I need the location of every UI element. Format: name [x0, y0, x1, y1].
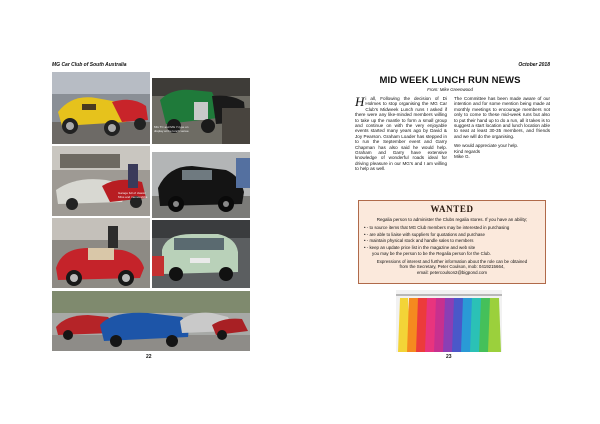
wanted-notice [358, 200, 546, 284]
issue-date: October 2018 [518, 62, 550, 68]
photo-green-mini [152, 220, 250, 288]
wanted-item: • - maintain physical stock and handle sales to members [364, 238, 540, 245]
photo-caption: MG TC and MG Y-type on display at the lunch venue [154, 125, 189, 133]
column-right-appeal: We would appreciate your help. [454, 143, 519, 149]
signoff-name: Mike G. [454, 154, 470, 160]
article-title: MID WEEK LUNCH RUN NEWS [379, 75, 521, 86]
wanted-item: • - are able to liaise with suppliers for quotations and purchase [364, 232, 540, 239]
article-byline: From: Mike Greenwood [427, 87, 473, 92]
photo-red-mg-garage [52, 146, 150, 216]
article-column-right [454, 96, 550, 159]
article-column-left [355, 96, 447, 172]
photo-yellow-red-mg [52, 72, 150, 144]
wanted-footer [364, 259, 540, 276]
column-right-paragraph: The Committee has been made aware of our intention and for some mention being made at monthly meetings to encourage members not only to come to these mid-week runs but also to put their hand up to do a run, all it takes is to suggest a start location and lunch location able to seat at least 30-35 members, and friends and we will do the organising. [454, 96, 550, 139]
photo-red-mg-roadster [52, 218, 150, 288]
wanted-list [364, 225, 540, 258]
wanted-intro: Regalia person to administer the Clubs regalia stores. If you have an ability; [376, 217, 528, 222]
wanted-contact-email: email: petercoulson2@bigpond.com [416, 269, 488, 275]
wanted-footer-line: Expressions of interest and further information about the role can be obtained [376, 258, 528, 264]
photo-black-mg-saloon [152, 152, 250, 218]
photo-caption: Garage full of classic MGs and memorabilia [118, 191, 148, 199]
signoff-regards: Kind regards [454, 148, 481, 154]
wanted-title: WANTED [430, 204, 474, 214]
drop-cap: H [355, 94, 365, 109]
wanted-item: • - to source items that MG Club members may be interested in purchasing [364, 225, 540, 232]
page-number: 22 [146, 354, 152, 360]
wanted-footer-line: from the Secretary, Peter Coulson, mob: 0419215664, [399, 264, 505, 270]
column-left-text: i all, Following the decision of Di Holmes to stop organising the MG Car Club's Midweek Lunch runs I asked if there were any like-minded members willing to take up the mantle to form a small group and continue on with the very enjoyable events started many years ago by David & Joy Pearson. Graham Loader has stepped in to run the September event and Garry Chapman has also said he would help. Graham and Garry have extensive knowledge of wonderful roads ideal for driving pleasure in our MG's and I am willing to help as well. [355, 96, 447, 172]
page-number: 23 [446, 354, 452, 360]
photo-clothes-rack [396, 290, 502, 352]
wanted-item-continuation: you may be the person to be the Regalia person for the Club. [372, 251, 491, 257]
right-page [350, 62, 550, 362]
club-header: MG Car Club of South Australia [52, 62, 127, 68]
photo-green-mg-saloon [152, 78, 250, 144]
photo-mgbs-carpark [52, 291, 250, 351]
wanted-item: • - keep an update price list in the magazine and web site [364, 245, 540, 252]
left-page [52, 62, 250, 362]
